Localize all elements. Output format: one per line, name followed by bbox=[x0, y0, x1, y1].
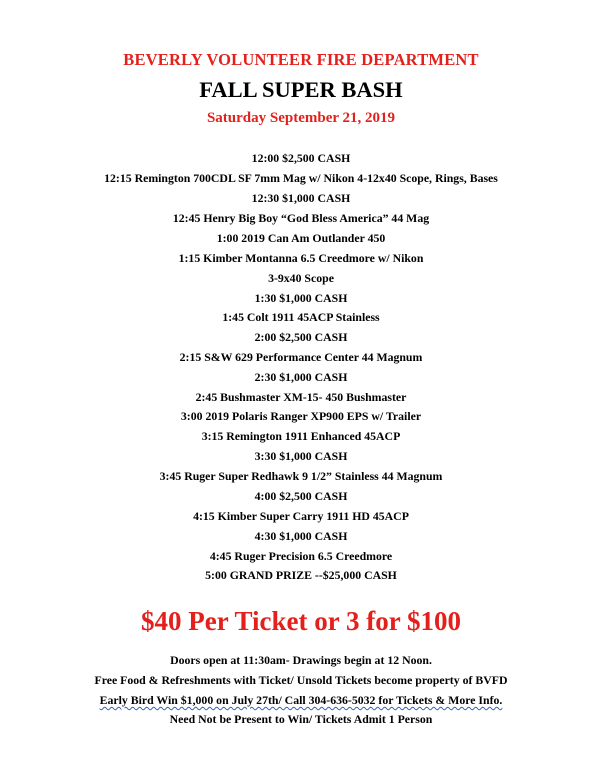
early-bird-info: Early Bird Win $1,000 on July 27th/ Call 304-636-5032 for Tickets & More Info. bbox=[99, 693, 503, 707]
event-date: Saturday September 21, 2019 bbox=[206, 110, 396, 126]
schedule-item: 12:30 $1,000 CASH bbox=[251, 191, 351, 205]
schedule-item: 4:00 $2,500 CASH bbox=[254, 489, 348, 503]
doors-open-info: Doors open at 11:30am- Drawings begin at 12 Noon. bbox=[170, 653, 432, 667]
schedule-item: 1:30 $1,000 CASH bbox=[254, 291, 348, 305]
schedule-item: 3-9x40 Scope bbox=[268, 271, 334, 285]
schedule-item: 12:45 Henry Big Boy “God Bless America” 44 Mag bbox=[172, 211, 430, 225]
schedule-item-grand-prize: 5:00 GRAND PRIZE --$25,000 CASH bbox=[205, 568, 397, 582]
schedule-item: 2:30 $1,000 CASH bbox=[254, 370, 348, 384]
schedule-item: 4:45 Ruger Precision 6.5 Creedmore bbox=[209, 549, 393, 563]
schedule-item: 2:15 S&W 629 Performance Center 44 Magnum bbox=[179, 350, 423, 364]
schedule-item: 4:15 Kimber Super Carry 1911 HD 45ACP bbox=[193, 509, 409, 523]
schedule-item: 2:00 $2,500 CASH bbox=[254, 330, 348, 344]
schedule-item: 3:30 $1,000 CASH bbox=[254, 449, 348, 463]
schedule-item: 3:15 Remington 1911 Enhanced 45ACP bbox=[201, 429, 401, 443]
schedule-item: 1:00 2019 Can Am Outlander 450 bbox=[216, 231, 386, 245]
organization-name: BEVERLY VOLUNTEER FIRE DEPARTMENT bbox=[123, 50, 479, 69]
schedule-item: 3:45 Ruger Super Redhawk 9 1/2” Stainless 44 Magnum bbox=[159, 469, 443, 483]
food-info: Free Food & Refreshments with Ticket/ Unsold Tickets become property of BVFD bbox=[94, 673, 508, 687]
schedule-item: 12:00 $2,500 CASH bbox=[251, 151, 351, 165]
event-title: FALL SUPER BASH bbox=[199, 77, 403, 102]
schedule-item: 1:45 Colt 1911 45ACP Stainless bbox=[222, 310, 380, 324]
schedule-item: 12:15 Remington 700CDL SF 7mm Mag w/ Nikon 4-12x40 Scope, Rings, Bases bbox=[104, 171, 498, 185]
schedule-item: 2:45 Bushmaster XM-15- 450 Bushmaster bbox=[195, 390, 407, 404]
schedule-item: 3:00 2019 Polaris Ranger XP900 EPS w/ Trailer bbox=[180, 409, 422, 423]
presence-info: Need Not be Present to Win/ Tickets Admit 1 Person bbox=[169, 712, 433, 726]
ticket-price: $40 Per Ticket or 3 for $100 bbox=[141, 606, 461, 636]
schedule-item: 1:15 Kimber Montanna 6.5 Creedmore w/ Nikon bbox=[178, 251, 424, 265]
schedule-item: 4:30 $1,000 CASH bbox=[254, 529, 348, 543]
